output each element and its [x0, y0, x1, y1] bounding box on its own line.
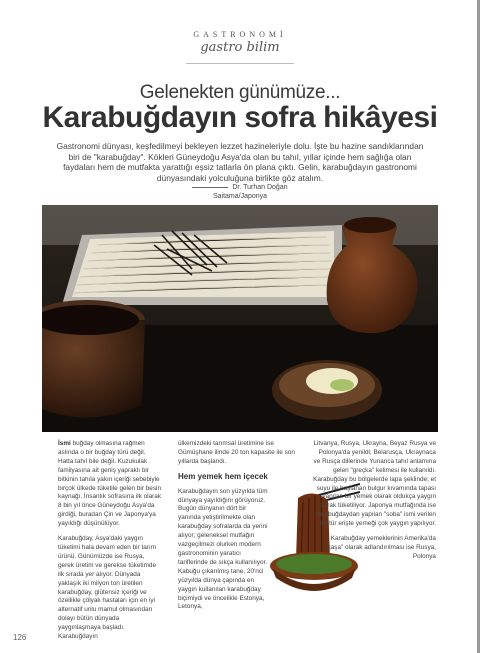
- article-lead: Gastronomi dünyası, keşfedilmeyi bekleyen lezzet hazineleriyle dolu. İşte bu hazine sandıklarından biri de "karabuğday". Kökleri Güneydoğu Asya'da olan bu tahıl, yıllar içinde hem sağlığa olan faydaları hem de mutfakta yarattığı eşsiz tatlarla ön plana çıktı. Gelin, karabuğdayın gastronomi dünyasındaki yolculuğuna birlikte göz atalım.: [56, 141, 424, 183]
- paragraph-text: buğday olmasına rağmen aslında o bir buğday türü değil. Hatta tahıl bile değil. Kuzukulak familyasına ait geniş yapraklı bir bitkinin tahıla yakın içeriği sebebiyle birçok ülkede tüketile gelen bir besin kaynağı. İnsanlık sofrasına ilk olarak 8 bin yıl önce Güneydoğu Asya'da girdiği, buradan Çin ve Japonya'ya yayıldığı düşünülüyor.: [58, 440, 162, 528]
- article-title: Karabuğdayın sofra hikâyesi: [42, 101, 438, 134]
- column-3: [312, 440, 436, 568]
- section-brand-script: gastro bilim: [200, 40, 280, 55]
- drop-word: İsmi: [58, 440, 71, 447]
- article-kicker: Gelenekten günümüze...: [139, 82, 341, 103]
- paragraph: Litvanya, Rusya, Ukrayna, Beyaz Rusya ve Polonya'da yenildi; Belarusça, Ukraynaca ve Rusça dillerinde Yunanca tahıl anlamına gelen "greçka" kelimesi ile kullanıldı. Karabuğday bu bölgelerde lapa şeklinde; et suyu ile haşlanan bulgur kıvamında tapası yapılan bir yemek olarak oldukça yaygın olarak tüketiliyor. Japonya mutfağında ise karabuğdaydan yapılan "soba" ismi verilen bir tür erişte yemeği çok yaygın yapılıyor.: [313, 440, 436, 528]
- paragraph: Karabuğday, Asya'daki yaygın tüketimi hala devam eden bir tarım ürünü. Günümüzde ise Rusya, gerek üretim ve gerekse tüketimde ilk sırada yer alıyor. Dünyada yaklaşık iki milyon ton üretilen karabuğday, glütensiz içeriği ve özellikle çölyak hastaları için en iyi alternatif unlu mamul olmasından dolayı bütün dünyada yaygınlaşmaya başladı. Karabuğdayın: [58, 535, 157, 641]
- column-1: [58, 440, 162, 648]
- soba-photo: [42, 205, 438, 432]
- paragraph: [58, 440, 162, 529]
- page-number: 126: [13, 633, 27, 642]
- byline-dash: [192, 187, 228, 188]
- author-location: Saitama/Japonya: [212, 193, 268, 200]
- paragraph: Karabuğday yemeklerinin Amerika'da "kaşa" olarak adlandırılması ise Rusya, Polonya: [325, 535, 436, 560]
- author-name: Dr. Turhan Doğan: [232, 184, 288, 191]
- subheading: Hem yemek hem içecek: [178, 471, 268, 481]
- byline: [0, 183, 480, 201]
- paragraph: ülkemizdeki tarımsal üretimine ise Gümüşhane ilinde 20 ton kapasite ile son yıllarda başlandı.: [178, 440, 295, 465]
- section-brand: GASTRONOMİ: [193, 30, 287, 39]
- brand-divider: [186, 63, 294, 64]
- paragraph: Karabuğdayın son yüzyılda tüm dünyaya yayıldığını görüyoruz. Bugün dünyanın dört bir yanında yetiştirilmekte olan karabuğday sofralarda da yerini alıyor; geleneksel mutfağın vazgeçilmezi olurken modern gastronominin yaratıcı tariflerinde de sıkça kullanılıyor. Kabuğu çıkarılmış tane, 20'nci yüzyılda dünya çapında en yaygın kullanılan karabuğday biçimiydi ve öncelikle Estonya, Letonya,: [178, 487, 268, 611]
